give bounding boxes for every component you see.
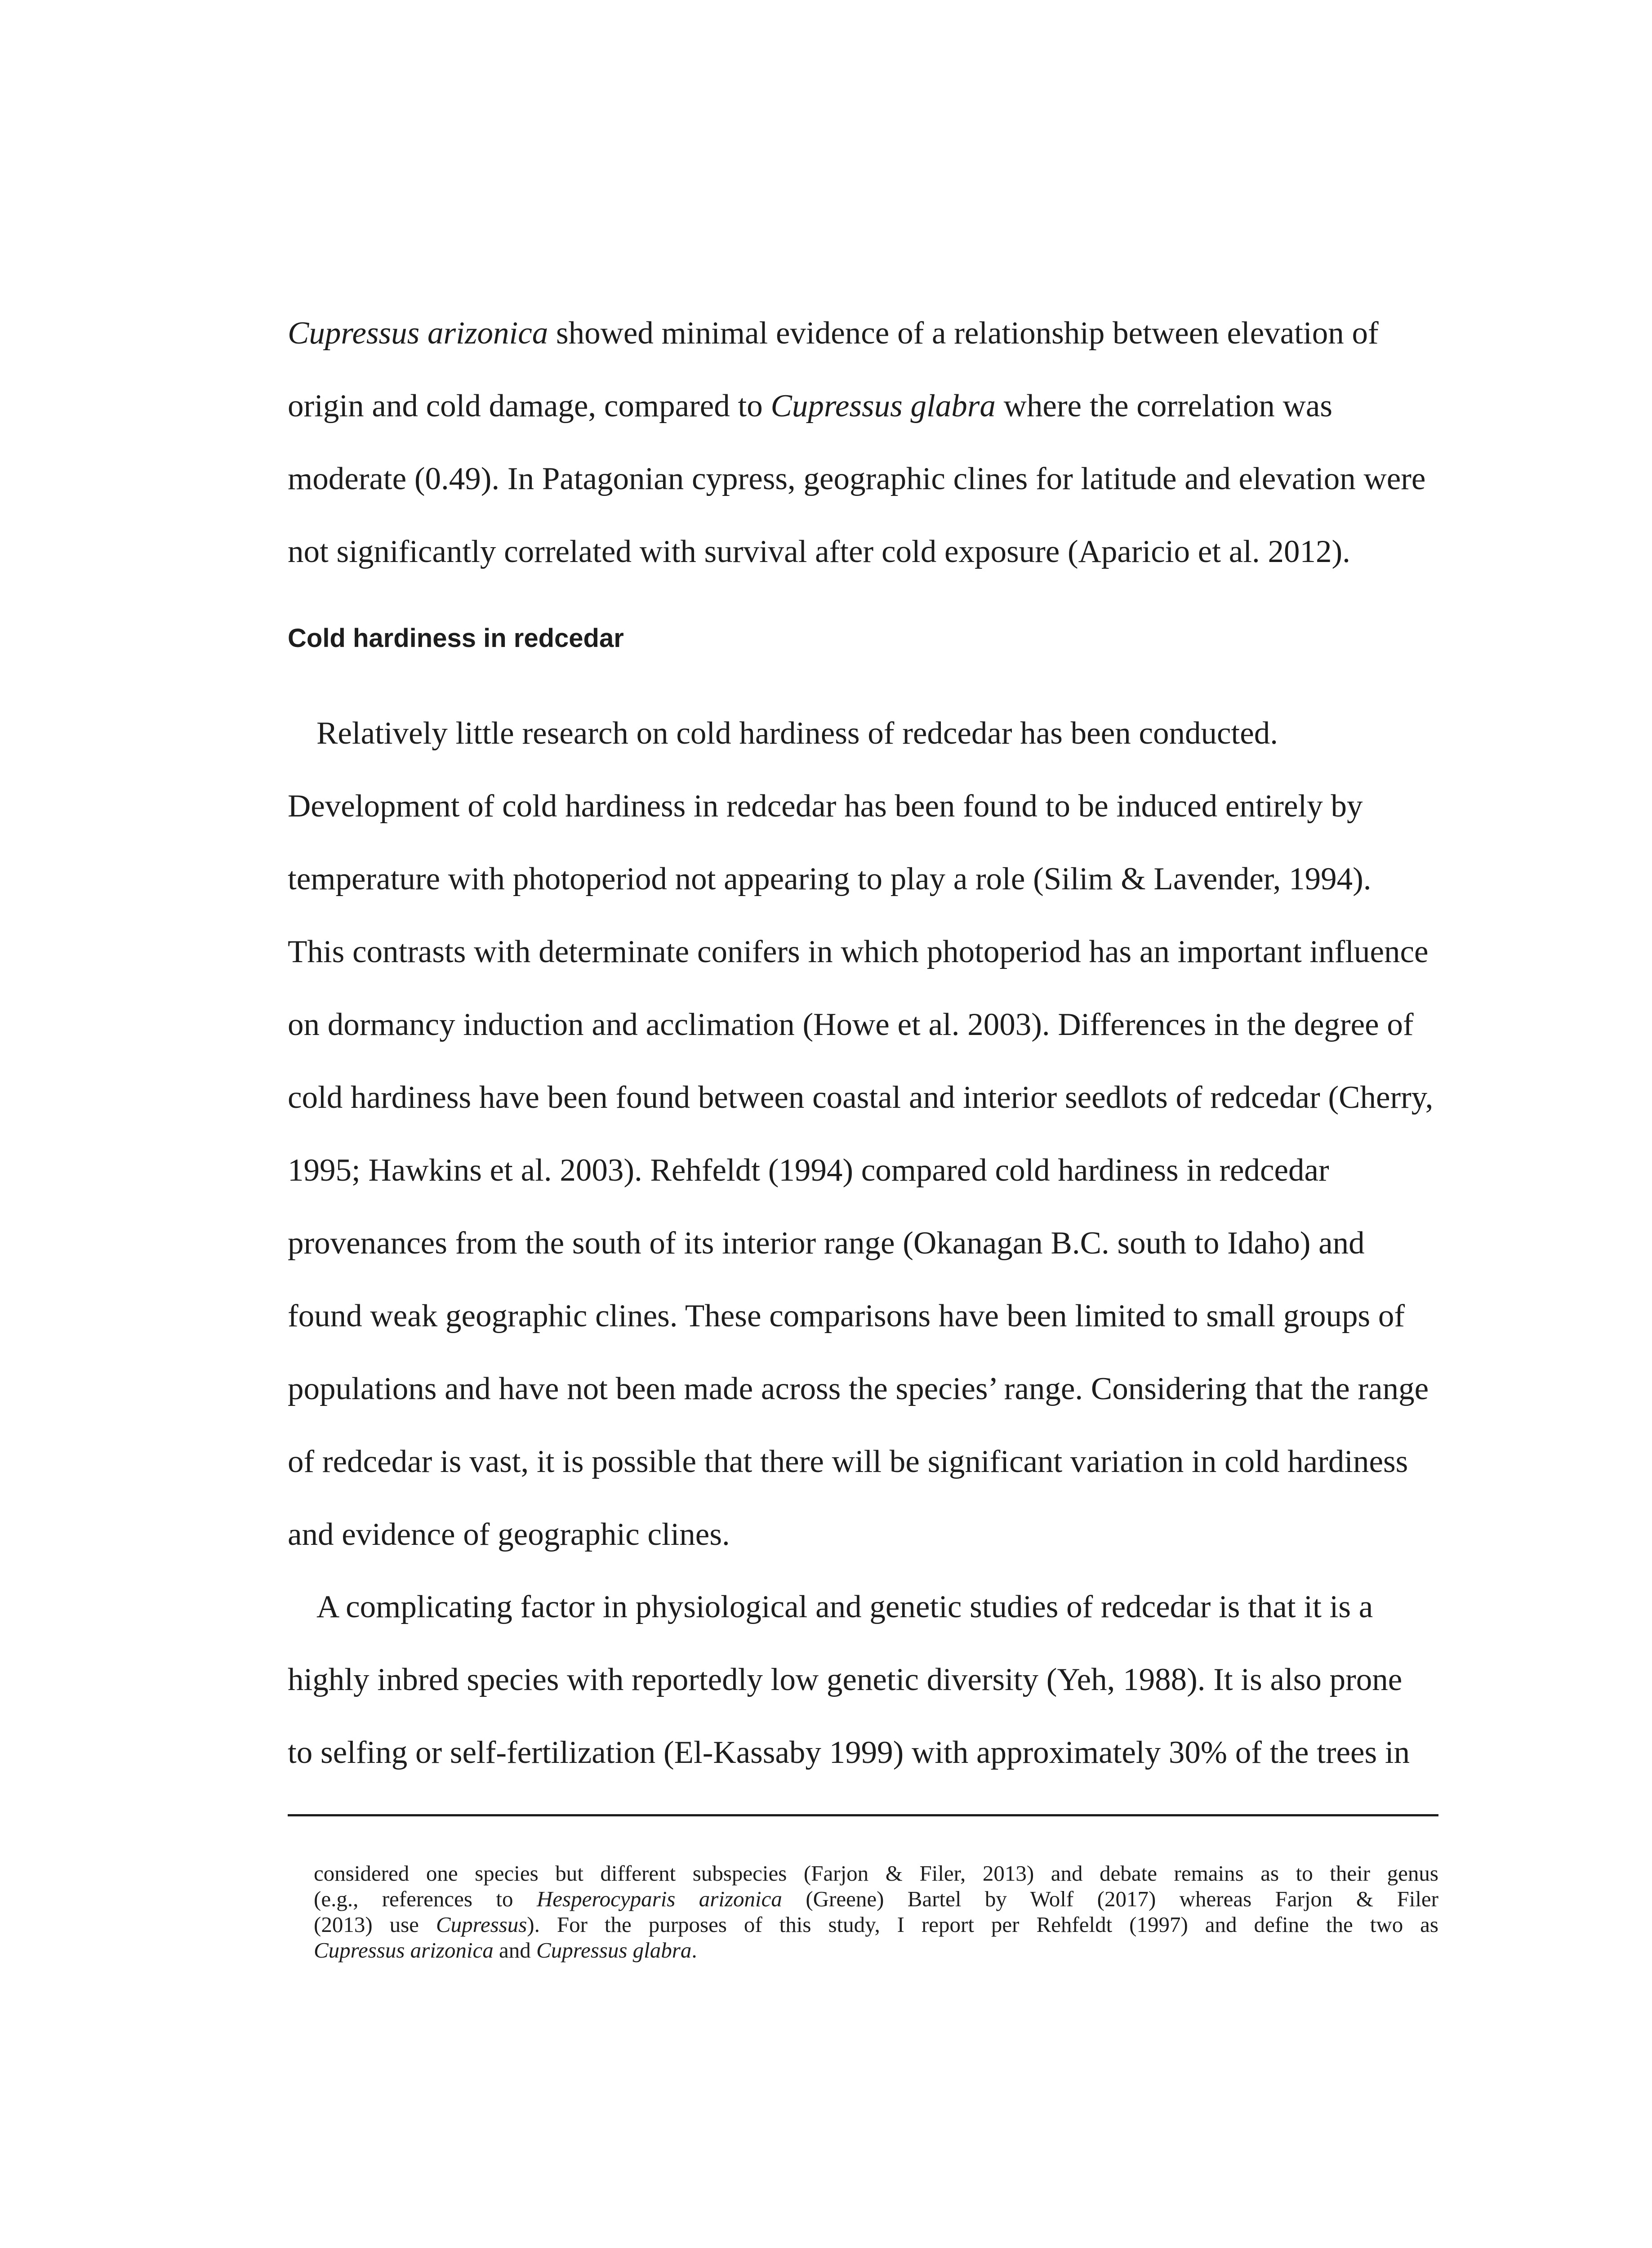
text-line: on dormancy induction and acclimation (Howe et al. 2003). Differences in the degree of [288,1007,1414,1042]
footnote-line: (2013) use Cupressus). For the purposes of this study, I report per Rehfeldt (1997) and define the two as [314,1912,1439,1937]
text-line: and evidence of geographic clines. [288,1517,730,1552]
footnote-line: Cupressus arizonica and Cupressus glabra. [314,1938,697,1963]
section-heading: Cold hardiness in redcedar [288,624,624,653]
text-line: found weak geographic clines. These comparisons have been limited to small groups of [288,1298,1405,1334]
text-line: This contrasts with determinate conifers in which photoperiod has an important influence [288,934,1429,969]
italic-species-name: Cupressus glabra [536,1938,692,1963]
footnote-line: considered one species but different subspecies (Farjon & Filer, 2013) and debate remains as to their genus [314,1861,1438,1886]
italic-species-name: Cupressus glabra [770,388,996,424]
paragraph-cold-hardiness [288,697,1438,1571]
text-line: origin and cold damage, compared to Cupressus glabra where the correlation was [288,388,1332,424]
italic-species-name: Hesperocyparis arizonica [536,1887,782,1911]
text-line: A complicating factor in physiological and genetic studies of redcedar is that it is a [316,1589,1373,1624]
paragraph-inbreeding [288,1570,1438,1789]
text-line: Cupressus arizonica showed minimal evidence of a relationship between elevation of [288,316,1379,351]
italic-genus-name: Cupressus [436,1912,527,1937]
text-line: of redcedar is vast, it is possible that there will be significant variation in cold hardiness [288,1444,1408,1479]
paragraph-cupressus [288,297,1438,588]
text-line: Development of cold hardiness in redcedar has been found to be induced entirely by [288,789,1363,824]
text-line: cold hardiness have been found between coastal and interior seedlots of redcedar (Cherry, [288,1080,1434,1115]
text-line: highly inbred species with reportedly low genetic diversity (Yeh, 1988). It is also prone [288,1662,1403,1697]
text-line: moderate (0.49). In Patagonian cypress, geographic clines for latitude and elevation were [288,461,1426,496]
text-line: populations and have not been made across the species’ range. Considering that the range [288,1371,1429,1406]
text-line: Relatively little research on cold hardiness of redcedar has been conducted. [316,716,1278,751]
italic-species-name: Cupressus arizonica [314,1938,494,1963]
footnote [314,1860,1438,1963]
text-line: provenances from the south of its interior range (Okanagan B.C. south to Idaho) and [288,1226,1365,1261]
text-line: temperature with photoperiod not appearing to play a role (Silim & Lavender, 1994). [288,861,1371,897]
text-line: 1995; Hawkins et al. 2003). Rehfeldt (1994) compared cold hardiness in redcedar [288,1153,1329,1188]
text-line: not significantly correlated with survival after cold exposure (Aparicio et al. 2012). [288,534,1350,569]
italic-species-name: Cupressus arizonica [288,316,548,351]
footnote-line: (e.g., references to Hesperocyparis arizonica (Greene) Bartel by Wolf (2017) whereas Farjon & Filer [314,1887,1438,1911]
footnote-divider [288,1814,1438,1816]
text-line: to selfing or self-fertilization (El-Kassaby 1999) with approximately 30% of the trees in [288,1735,1410,1770]
